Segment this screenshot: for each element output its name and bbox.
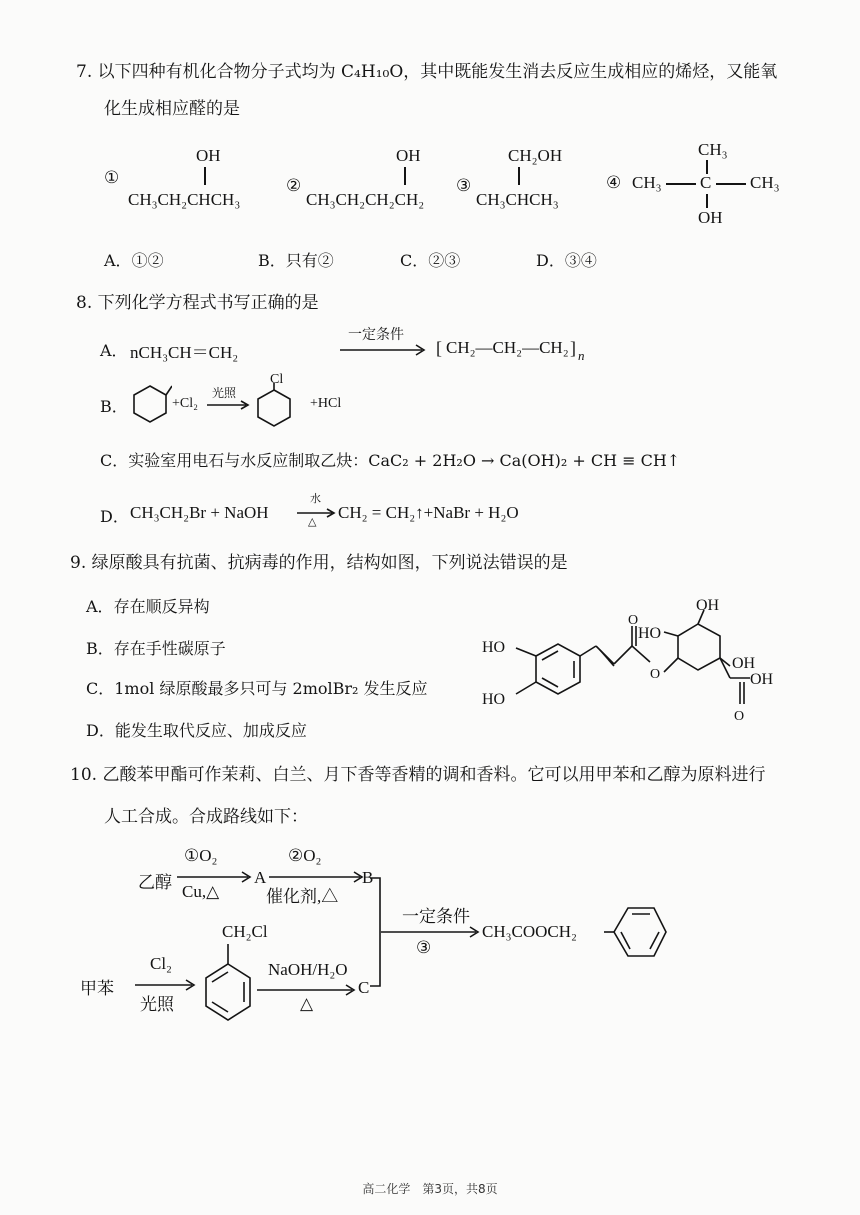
q10-stem-text: 乙酸苯甲酯可作茉莉、白兰、月下香等香精的调和香料。它可以用甲苯和乙醇为原料进行 (102, 765, 766, 785)
q7-option-d-text: ③④ (564, 251, 597, 270)
q7-option-d[interactable] (536, 248, 597, 271)
q8-a-arrow (338, 344, 428, 356)
q7-s1-bond (204, 167, 206, 185)
q8-d-cond-bottom: △ (308, 515, 317, 528)
q7-s3-top: CH₂OH (508, 146, 563, 165)
q7-option-c-letter: C． (400, 251, 429, 270)
q9-ester-o: O (650, 667, 661, 682)
q8-a-bracket-open: [ (436, 338, 442, 358)
q7-option-c[interactable] (400, 248, 460, 271)
q9-acid-o: O (734, 709, 745, 724)
q10-product-text: CH₃COOCH₂ (482, 922, 577, 941)
q8-a-n: n (578, 348, 585, 363)
q7-s3-main: CH₃CHCH₃ (476, 190, 559, 209)
q7-option-c-text: ②③ (428, 251, 461, 270)
q7-option-a-letter: A． (104, 251, 132, 270)
q7-stem-line1 (76, 57, 777, 82)
q7-s4-mark: ④ (606, 173, 622, 192)
q7-s4-right: CH₃ (750, 173, 780, 192)
q8-option-a-letter: A． (100, 341, 128, 360)
q10-step3-bottom: ③ (416, 938, 432, 957)
q7-s1-mark: ① (104, 168, 120, 187)
q7-s2-main: CH₃CH₂CH₂CH₂ (306, 190, 425, 209)
q9-option-d[interactable] (86, 718, 307, 741)
q8-option-a[interactable] (100, 327, 585, 368)
q10-benzyl-chloride-ring (198, 942, 258, 1030)
q7-s2-top: OH (396, 146, 421, 165)
q7-s4-bottom: OH (698, 208, 723, 227)
q10-number: 10. (70, 765, 98, 785)
q9-oh-top: OH (696, 597, 720, 614)
q10-product-ring (604, 902, 668, 966)
q7-s3-mark: ③ (456, 176, 472, 195)
q7-s2-bond (404, 167, 406, 185)
q7-s1-top: OH (196, 146, 221, 165)
q9-option-c[interactable] (86, 676, 428, 699)
q9-carbonyl-o: O (628, 613, 639, 628)
q10-hydrolysis-top: NaOH/H₂O (268, 960, 348, 979)
q7-stem-text: 以下四种有机化合物分子式均为 C₄H₁₀O，其中既能发生消去反应生成相应的烯烃，又能氧 (97, 62, 778, 82)
q9-option-c-letter: C． (86, 679, 115, 698)
q8-option-c[interactable] (100, 448, 680, 471)
q9-option-a-letter: A． (86, 597, 114, 616)
q8-option-c-letter: C． (100, 451, 129, 470)
q10-chlorination-bottom: 光照 (140, 995, 174, 1014)
q10-hydrolysis-bottom: △ (300, 994, 314, 1013)
q10-chlorination-top: Cl₂ (150, 954, 172, 973)
q8-b-byproduct: +HCl (310, 396, 342, 411)
q9-stem-text: 绿原酸具有抗菌、抗病毒的作用，结构如图，下列说法错误的是 (91, 553, 568, 573)
q8-option-d[interactable] (100, 492, 580, 532)
q8-a-reactant: nCH₃CH＝CH₂ (130, 343, 239, 362)
q7-s4-bond-right (716, 183, 746, 185)
q8-b-reagent: +Cl₂ (172, 396, 199, 411)
q10-synthesis-route (80, 838, 800, 1038)
q9-number: 9. (70, 553, 87, 573)
q8-b-arrow (206, 400, 252, 410)
q9-option-b-text: 存在手性碳原子 (113, 639, 226, 658)
q9-option-b[interactable] (86, 636, 226, 659)
q10-step1-top: ①O₂ (184, 846, 218, 865)
q9-ho-ring: HO (638, 625, 662, 642)
q8-stem (76, 288, 319, 313)
q7-s1-main: CH₃CH₂CHCH₃ (128, 190, 241, 209)
q7-s4-top: CH₃ (698, 140, 728, 159)
q7-s4-bond-bottom (706, 194, 708, 208)
q7-structures (100, 140, 800, 235)
page-footer: 高二化学 第3页，共8页 (362, 1182, 498, 1196)
q8-number: 8. (76, 293, 93, 313)
q8-d-right: CH₂ = CH₂↑+NaBr + H₂O (338, 503, 519, 522)
q9-cyclohexane-ring (678, 624, 720, 670)
q7-option-b[interactable] (258, 248, 334, 271)
q8-option-d-letter: D． (100, 507, 129, 526)
q7-number: 7. (76, 62, 93, 82)
q10-step3-top: 一定条件 (402, 907, 470, 926)
q10-step1-bottom: Cu,△ (182, 882, 220, 901)
q10-stem-line1 (70, 760, 765, 785)
q8-stem-text: 下列化学方程式书写正确的是 (97, 293, 319, 313)
q9-option-a[interactable] (86, 594, 210, 617)
q10-step2-bottom: 催化剂,△ (266, 887, 339, 906)
q9-option-c-text: 1mol 绿原酸最多只可与 2molBr₂ 发生反应 (114, 679, 428, 698)
q10-intermediate-c: C (358, 978, 370, 997)
q7-option-a[interactable] (104, 248, 164, 271)
q7-s4-bond-top (706, 160, 708, 174)
q8-d-cond-top: 水 (310, 492, 321, 505)
q7-s4-left: CH₃ (632, 173, 662, 192)
q10-benzyl-chloride-label: CH₂Cl (222, 922, 268, 941)
q7-option-a-text: ①② (131, 251, 164, 270)
q7-s3-bond (518, 167, 520, 185)
q10-step2-top: ②O₂ (288, 846, 322, 865)
q7-option-d-letter: D． (536, 251, 565, 270)
q8-b-condition: 光照 (212, 386, 237, 400)
q9-chlorogenic-acid-structure (478, 592, 808, 742)
q10-step3-arrow (380, 926, 484, 938)
q9-oh-quaternary: OH (732, 655, 756, 672)
q7-s4-bond-left (666, 183, 696, 185)
q8-option-c-text: 实验室用电石与水反应制取乙炔：CaC₂ + 2H₂O → Ca(OH)₂ + CH ≡ CH↑ (128, 451, 681, 470)
q10-ethanol: 乙醇 (138, 873, 172, 892)
q9-option-a-text: 存在顺反异构 (113, 597, 210, 616)
q8-b-product-ring (252, 382, 300, 432)
q10-stem-line2: 人工合成。合成路线如下： (104, 807, 308, 827)
q10-toluene: 甲苯 (80, 979, 114, 998)
q9-stem (70, 548, 568, 573)
q8-option-b[interactable] (100, 372, 400, 432)
q8-a-condition: 一定条件 (348, 327, 404, 343)
q8-d-left: CH₃CH₂Br + NaOH (130, 503, 269, 522)
q8-option-b-letter: B． (100, 397, 128, 416)
q10-intermediate-a: A (254, 868, 267, 887)
q7-stem-line2: 化生成相应醛的是 (104, 99, 240, 119)
q10-intermediate-b: B (362, 868, 374, 887)
q9-oh-acid: OH (750, 671, 774, 688)
q8-d-arrow (296, 508, 338, 518)
q9-option-b-letter: B． (86, 639, 114, 658)
q9-option-d-letter: D． (86, 721, 115, 740)
q9-option-d-text: 能发生取代反应、加成反应 (114, 721, 307, 740)
q7-option-b-letter: B． (258, 251, 286, 270)
q8-a-product: CH₂—CH₂—CH₂ (446, 338, 569, 357)
q8-b-cl-label: Cl (270, 372, 284, 387)
q9-ho-label-1: HO (482, 639, 506, 656)
q8-a-bracket-close: ] (570, 338, 576, 358)
q7-s4-center: C (700, 173, 712, 192)
q7-option-b-text: 只有② (285, 251, 334, 270)
q7-s2-mark: ② (286, 176, 302, 195)
q9-ho-label-2: HO (482, 691, 506, 708)
q8-b-toluene-ring (128, 382, 172, 428)
